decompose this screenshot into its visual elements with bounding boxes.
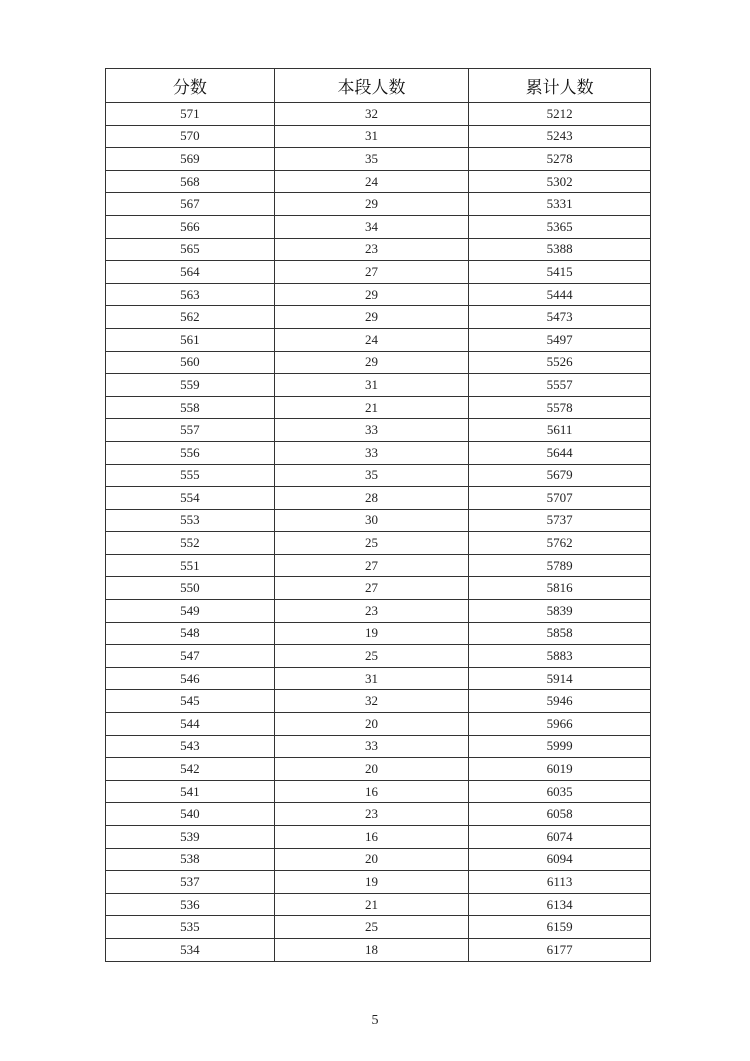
cell-score: 569 bbox=[106, 148, 275, 171]
cell-score: 541 bbox=[106, 780, 275, 803]
cell-cumulative-count: 6094 bbox=[469, 848, 651, 871]
cell-cumulative-count: 5858 bbox=[469, 622, 651, 645]
cell-segment-count: 27 bbox=[274, 577, 469, 600]
cell-cumulative-count: 5789 bbox=[469, 554, 651, 577]
cell-segment-count: 31 bbox=[274, 667, 469, 690]
cell-score: 555 bbox=[106, 464, 275, 487]
table-row bbox=[106, 826, 651, 849]
table-row bbox=[106, 600, 651, 623]
cell-cumulative-count: 6113 bbox=[469, 871, 651, 894]
cell-score: 551 bbox=[106, 554, 275, 577]
score-table bbox=[105, 68, 651, 962]
cell-segment-count: 30 bbox=[274, 509, 469, 532]
table-row bbox=[106, 215, 651, 238]
cell-cumulative-count: 5415 bbox=[469, 261, 651, 284]
table-row bbox=[106, 622, 651, 645]
table-row bbox=[106, 148, 651, 171]
cell-score: 558 bbox=[106, 396, 275, 419]
cell-segment-count: 29 bbox=[274, 193, 469, 216]
table-row bbox=[106, 103, 651, 126]
cell-cumulative-count: 5737 bbox=[469, 509, 651, 532]
cell-segment-count: 32 bbox=[274, 103, 469, 126]
cell-cumulative-count: 5679 bbox=[469, 464, 651, 487]
cell-segment-count: 20 bbox=[274, 848, 469, 871]
table-row bbox=[106, 667, 651, 690]
table-row bbox=[106, 938, 651, 961]
cell-segment-count: 19 bbox=[274, 622, 469, 645]
cell-score: 535 bbox=[106, 916, 275, 939]
cell-cumulative-count: 5946 bbox=[469, 690, 651, 713]
table-row bbox=[106, 803, 651, 826]
cell-segment-count: 31 bbox=[274, 125, 469, 148]
table-row bbox=[106, 690, 651, 713]
table-row bbox=[106, 351, 651, 374]
cell-segment-count: 34 bbox=[274, 215, 469, 238]
table-row bbox=[106, 374, 651, 397]
cell-cumulative-count: 5526 bbox=[469, 351, 651, 374]
table-row bbox=[106, 125, 651, 148]
cell-segment-count: 32 bbox=[274, 690, 469, 713]
table-row bbox=[106, 893, 651, 916]
header-segment-count: 本段人数 bbox=[274, 69, 469, 103]
cell-cumulative-count: 6074 bbox=[469, 826, 651, 849]
table-row bbox=[106, 645, 651, 668]
cell-cumulative-count: 5999 bbox=[469, 735, 651, 758]
table-row bbox=[106, 735, 651, 758]
cell-segment-count: 35 bbox=[274, 148, 469, 171]
cell-score: 548 bbox=[106, 622, 275, 645]
cell-cumulative-count: 5388 bbox=[469, 238, 651, 261]
cell-segment-count: 29 bbox=[274, 306, 469, 329]
table-row bbox=[106, 306, 651, 329]
cell-segment-count: 27 bbox=[274, 554, 469, 577]
table-body bbox=[106, 103, 651, 962]
cell-cumulative-count: 5473 bbox=[469, 306, 651, 329]
cell-segment-count: 35 bbox=[274, 464, 469, 487]
cell-score: 547 bbox=[106, 645, 275, 668]
cell-segment-count: 16 bbox=[274, 826, 469, 849]
table-row bbox=[106, 283, 651, 306]
cell-cumulative-count: 6159 bbox=[469, 916, 651, 939]
cell-segment-count: 18 bbox=[274, 938, 469, 961]
cell-score: 560 bbox=[106, 351, 275, 374]
cell-score: 570 bbox=[106, 125, 275, 148]
table-row bbox=[106, 758, 651, 781]
cell-cumulative-count: 5578 bbox=[469, 396, 651, 419]
cell-cumulative-count: 6019 bbox=[469, 758, 651, 781]
cell-cumulative-count: 5557 bbox=[469, 374, 651, 397]
cell-cumulative-count: 5883 bbox=[469, 645, 651, 668]
cell-score: 565 bbox=[106, 238, 275, 261]
cell-score: 557 bbox=[106, 419, 275, 442]
cell-score: 554 bbox=[106, 487, 275, 510]
cell-score: 566 bbox=[106, 215, 275, 238]
cell-cumulative-count: 6177 bbox=[469, 938, 651, 961]
table-row bbox=[106, 848, 651, 871]
table-row bbox=[106, 713, 651, 736]
table-row bbox=[106, 396, 651, 419]
table-row bbox=[106, 419, 651, 442]
cell-segment-count: 24 bbox=[274, 328, 469, 351]
cell-score: 544 bbox=[106, 713, 275, 736]
cell-score: 536 bbox=[106, 893, 275, 916]
cell-cumulative-count: 5707 bbox=[469, 487, 651, 510]
cell-score: 559 bbox=[106, 374, 275, 397]
table-row bbox=[106, 532, 651, 555]
cell-segment-count: 29 bbox=[274, 351, 469, 374]
cell-cumulative-count: 5816 bbox=[469, 577, 651, 600]
cell-segment-count: 19 bbox=[274, 871, 469, 894]
table-row bbox=[106, 261, 651, 284]
header-score: 分数 bbox=[106, 69, 275, 103]
cell-score: 561 bbox=[106, 328, 275, 351]
cell-score: 534 bbox=[106, 938, 275, 961]
cell-cumulative-count: 5444 bbox=[469, 283, 651, 306]
cell-score: 539 bbox=[106, 826, 275, 849]
cell-segment-count: 23 bbox=[274, 803, 469, 826]
cell-segment-count: 21 bbox=[274, 396, 469, 419]
cell-cumulative-count: 5278 bbox=[469, 148, 651, 171]
table-row bbox=[106, 193, 651, 216]
cell-cumulative-count: 5331 bbox=[469, 193, 651, 216]
page-number: 5 bbox=[371, 1013, 379, 1028]
table-row bbox=[106, 238, 651, 261]
cell-cumulative-count: 5365 bbox=[469, 215, 651, 238]
cell-score: 556 bbox=[106, 441, 275, 464]
cell-segment-count: 25 bbox=[274, 645, 469, 668]
cell-score: 552 bbox=[106, 532, 275, 555]
table-row bbox=[106, 871, 651, 894]
cell-score: 553 bbox=[106, 509, 275, 532]
table-row bbox=[106, 554, 651, 577]
cell-score: 546 bbox=[106, 667, 275, 690]
cell-cumulative-count: 6134 bbox=[469, 893, 651, 916]
cell-cumulative-count: 5966 bbox=[469, 713, 651, 736]
table-row bbox=[106, 328, 651, 351]
cell-score: 550 bbox=[106, 577, 275, 600]
cell-cumulative-count: 5302 bbox=[469, 170, 651, 193]
cell-cumulative-count: 6058 bbox=[469, 803, 651, 826]
cell-score: 540 bbox=[106, 803, 275, 826]
cell-segment-count: 24 bbox=[274, 170, 469, 193]
cell-cumulative-count: 5212 bbox=[469, 103, 651, 126]
cell-score: 562 bbox=[106, 306, 275, 329]
cell-cumulative-count: 5839 bbox=[469, 600, 651, 623]
cell-segment-count: 33 bbox=[274, 441, 469, 464]
cell-score: 543 bbox=[106, 735, 275, 758]
cell-segment-count: 27 bbox=[274, 261, 469, 284]
cell-score: 568 bbox=[106, 170, 275, 193]
cell-cumulative-count: 5914 bbox=[469, 667, 651, 690]
cell-segment-count: 25 bbox=[274, 532, 469, 555]
cell-score: 567 bbox=[106, 193, 275, 216]
cell-segment-count: 28 bbox=[274, 487, 469, 510]
table-row bbox=[106, 487, 651, 510]
cell-score: 545 bbox=[106, 690, 275, 713]
cell-score: 571 bbox=[106, 103, 275, 126]
cell-score: 537 bbox=[106, 871, 275, 894]
cell-cumulative-count: 5497 bbox=[469, 328, 651, 351]
cell-segment-count: 23 bbox=[274, 238, 469, 261]
cell-cumulative-count: 5243 bbox=[469, 125, 651, 148]
cell-cumulative-count: 6035 bbox=[469, 780, 651, 803]
cell-segment-count: 20 bbox=[274, 758, 469, 781]
cell-segment-count: 25 bbox=[274, 916, 469, 939]
cell-cumulative-count: 5644 bbox=[469, 441, 651, 464]
cell-segment-count: 33 bbox=[274, 419, 469, 442]
table-row bbox=[106, 780, 651, 803]
cell-score: 549 bbox=[106, 600, 275, 623]
table-row bbox=[106, 441, 651, 464]
header-row bbox=[106, 69, 651, 103]
cell-segment-count: 16 bbox=[274, 780, 469, 803]
table-row bbox=[106, 577, 651, 600]
cell-segment-count: 31 bbox=[274, 374, 469, 397]
cell-score: 564 bbox=[106, 261, 275, 284]
header-cumulative-count: 累计人数 bbox=[469, 69, 651, 103]
cell-segment-count: 23 bbox=[274, 600, 469, 623]
table-row bbox=[106, 170, 651, 193]
cell-score: 538 bbox=[106, 848, 275, 871]
table-row bbox=[106, 509, 651, 532]
cell-cumulative-count: 5762 bbox=[469, 532, 651, 555]
cell-segment-count: 20 bbox=[274, 713, 469, 736]
cell-score: 542 bbox=[106, 758, 275, 781]
cell-score: 563 bbox=[106, 283, 275, 306]
cell-segment-count: 21 bbox=[274, 893, 469, 916]
cell-cumulative-count: 5611 bbox=[469, 419, 651, 442]
cell-segment-count: 33 bbox=[274, 735, 469, 758]
table-row bbox=[106, 916, 651, 939]
cell-segment-count: 29 bbox=[274, 283, 469, 306]
table-row bbox=[106, 464, 651, 487]
